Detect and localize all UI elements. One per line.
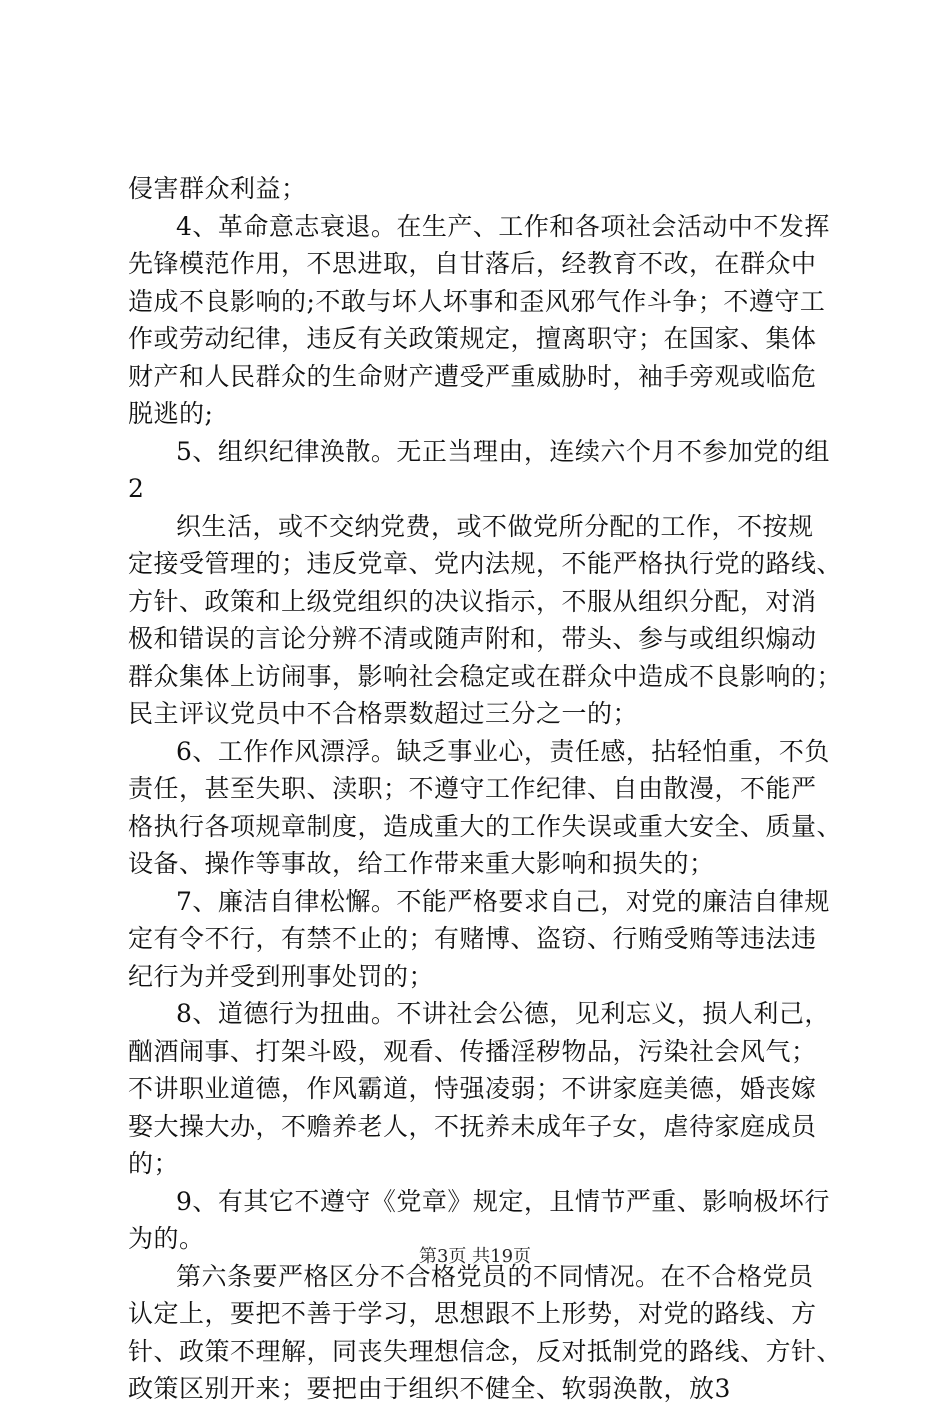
- text-line: 7、廉洁自律松懈。不能严格要求自己，对党的廉洁自律规: [176, 886, 830, 916]
- text-line: 认定上，要把不善于学习，思想跟不上形势，对党的路线、方: [128, 1299, 817, 1328]
- text-line: 9、有其它不遵守《党章》规定，且情节严重、影响极坏行: [176, 1186, 830, 1216]
- text-line: 脱逃的;: [128, 399, 214, 428]
- text-line: 政策区别开来；要把由于组织不健全、软弱涣散，放3: [128, 1374, 731, 1403]
- text-line: 织生活，或不交纳党费，或不做党所分配的工作，不按规: [176, 511, 814, 541]
- text-line: 设备、操作等事故，给工作带来重大影响和损失的；: [128, 849, 715, 878]
- text-line: 格执行各项规章制度，造成重大的工作失误或重大安全、质量、: [128, 811, 843, 841]
- text-line: 纪行为并受到刑事处罚的；: [128, 961, 435, 991]
- text-line: 的；: [128, 1149, 180, 1178]
- text-line: 责任，甚至失职、渎职；不遵守工作纪律、自由散漫，不能严: [128, 774, 817, 803]
- text-line: 方针、政策和上级党组织的决议指示，不服从组织分配，对消: [128, 586, 817, 616]
- text-line: 定接受管理的；违反党章、党内法规，不能严格执行党的路线、: [128, 549, 843, 578]
- text-line: 第六条要严格区分不合格党员的不同情况。在不合格党员: [176, 1261, 814, 1291]
- text-line: 2: [128, 474, 145, 503]
- text-line: 酗酒闹事、打架斗殴，观看、传播淫秽物品，污染社会风气；: [128, 1036, 817, 1066]
- text-line: 造成不良影响的;不敢与坏人坏事和歪风邪气作斗争；不遵守工: [128, 286, 826, 316]
- text-line: 6、工作作风漂浮。缺乏事业心，责任感，拈轻怕重，不负: [176, 736, 830, 766]
- text-line: 侵害群众利益；: [128, 174, 307, 203]
- text-line: 极和错误的言论分辨不清或随声附和，带头、参与或组织煽动: [128, 624, 817, 653]
- text-line: 作或劳动纪律，违反有关政策规定，擅离职守；在国家、集体: [128, 324, 817, 353]
- page-footer: 第3页 共19页: [418, 1246, 532, 1267]
- text-line: 不讲职业道德，作风霸道，恃强凌弱；不讲家庭美德，婚丧嫁: [128, 1074, 817, 1103]
- text-line: 8、道德行为扭曲。不讲社会公德，见利忘义，损人利己，: [176, 999, 830, 1028]
- document-body: [128, 170, 848, 1408]
- text-line: 定有令不行，有禁不止的；有赌博、盗窃、行贿受贿等违法违: [128, 924, 817, 953]
- text-line: 先锋模范作用，不思进取，自甘落后，经教育不改，在群众中: [128, 249, 817, 278]
- text-line: 群众集体上访闹事，影响社会稳定或在群众中造成不良影响的；: [128, 661, 843, 691]
- text-line: 针、政策不理解，同丧失理想信念，反对抵制党的路线、方针、: [128, 1336, 843, 1366]
- text-line: 为的。: [128, 1224, 205, 1253]
- text-line: 财产和人民群众的生命财产遭受严重威胁时，袖手旁观或临危: [128, 361, 817, 391]
- text-line: 4、革命意志衰退。在生产、工作和各项社会活动中不发挥: [176, 211, 830, 241]
- text-line: 民主评议党员中不合格票数超过三分之一的；: [128, 699, 639, 728]
- text-line: 5、组织纪律涣散。无正当理由，连续六个月不参加党的组: [176, 436, 830, 466]
- text-line: 娶大操大办，不赡养老人，不抚养未成年子女，虐待家庭成员: [128, 1111, 817, 1141]
